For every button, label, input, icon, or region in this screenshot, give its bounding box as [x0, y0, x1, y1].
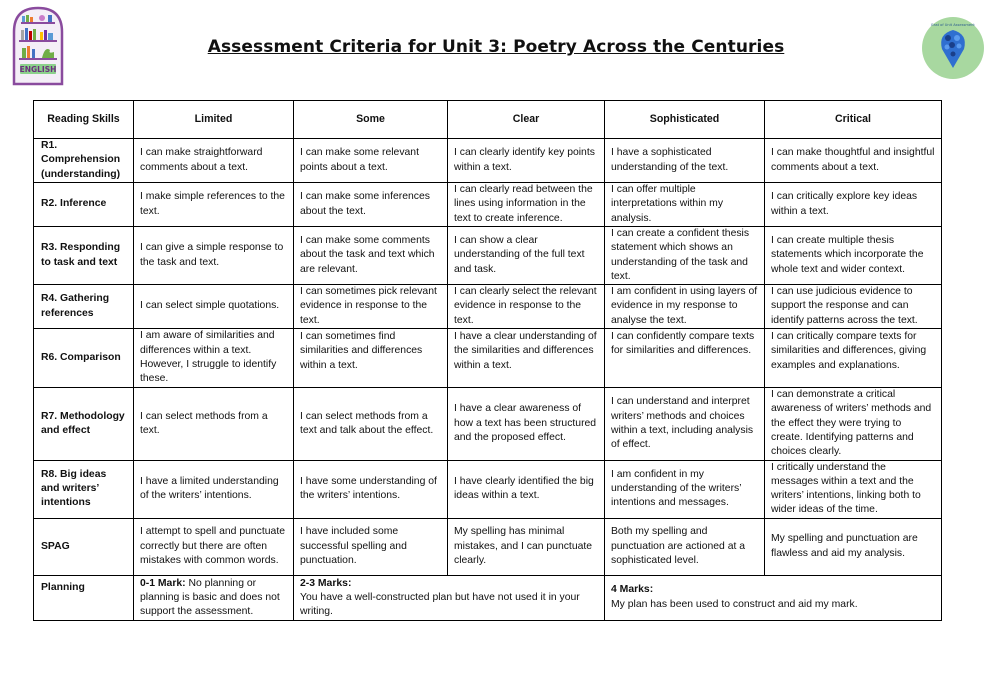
criteria-cell: I have a clear awareness of how a text has been structured and the proposed effect.	[448, 388, 605, 460]
skill-label: R1. Comprehension (understanding)	[34, 139, 134, 183]
criteria-cell: Both my spelling and punctuation are actioned at a sophisticated level.	[605, 518, 765, 575]
criteria-cell: I can critically explore key ideas within a text.	[765, 183, 942, 227]
criteria-cell: I critically understand the messages within a text and the writers’ intentions, linking both to wider ideas of the time.	[765, 460, 942, 518]
table-row	[34, 227, 942, 285]
skill-label: R7. Methodology and effect	[34, 388, 134, 460]
criteria-cell: I can create a confident thesis statement which shows an understanding of the task and text.	[605, 227, 765, 285]
criteria-cell: My spelling has minimal mistakes, and I can punctuate clearly.	[448, 518, 605, 575]
table-row	[34, 183, 942, 227]
criteria-cell: I can clearly read between the lines using information in the text to create inference.	[448, 183, 605, 227]
table-row	[34, 460, 942, 518]
page-title: Assessment Criteria for Unit 3: Poetry Across the Centuries	[207, 37, 785, 57]
criteria-cell: I am confident in using layers of evidence in my response to analyse the text.	[605, 285, 765, 329]
criteria-cell: I can make straightforward comments about a text.	[134, 139, 294, 183]
criteria-cell: I can make some inferences about the text.	[294, 183, 448, 227]
skill-label: SPAG	[34, 518, 134, 575]
criteria-cell: I am confident in my understanding of the writers’ intentions and messages.	[605, 460, 765, 518]
table-row	[34, 388, 942, 460]
criteria-cell: I can understand and interpret writers’ methods and choices within a text, including analysis of effect.	[605, 388, 765, 460]
skill-label: R6. Comparison	[34, 329, 134, 388]
criteria-cell: I can demonstrate a critical awareness of writers’ methods and the effect they were trying to create. Identifying patterns and choices clearly.	[765, 388, 942, 460]
criteria-cell: I can select simple quotations.	[134, 285, 294, 329]
planning-mark-3-label: 4 Marks:	[611, 584, 654, 596]
table-row	[34, 329, 942, 388]
criteria-cell: I have a sophisticated understanding of the text.	[605, 139, 765, 183]
criteria-cell: I have clearly identified the big ideas within a text.	[448, 460, 605, 518]
criteria-cell: I can confidently compare texts for similarities and differences.	[605, 329, 765, 388]
table-row	[34, 518, 942, 575]
table-row	[34, 139, 942, 183]
criteria-cell: I can make some relevant points about a text.	[294, 139, 448, 183]
planning-mark-1	[134, 575, 294, 620]
table-row	[34, 285, 942, 329]
criteria-cell: I can use judicious evidence to support the response and can identify patterns across the text.	[765, 285, 942, 329]
criteria-cell: I can critically compare texts for similarities and differences, giving examples and explanations.	[765, 329, 942, 388]
header-limited: Limited	[134, 101, 294, 139]
criteria-cell: I can show a clear understanding of the full text and task.	[448, 227, 605, 285]
header-clear: Clear	[448, 101, 605, 139]
header-critical: Critical	[765, 101, 942, 139]
criteria-cell: I can make thoughtful and insightful comments about a text.	[765, 139, 942, 183]
planning-mark-2	[294, 575, 605, 620]
criteria-cell: I make simple references to the text.	[134, 183, 294, 227]
criteria-cell: I attempt to spell and punctuate correctly but there are often mistakes with common words.	[134, 518, 294, 575]
criteria-cell: I can clearly select the relevant evidence in response to the text.	[448, 285, 605, 329]
criteria-cell: I can select methods from a text and talk about the effect.	[294, 388, 448, 460]
planning-row	[34, 575, 942, 620]
criteria-cell: I can give a simple response to the task and text.	[134, 227, 294, 285]
criteria-cell: I have a limited understanding of the writers’ intentions.	[134, 460, 294, 518]
criteria-cell: I can make some comments about the task and text which are relevant.	[294, 227, 448, 285]
criteria-cell: I can clearly identify key points within a text.	[448, 139, 605, 183]
logo-right-text: East of Unit Assessment	[931, 23, 975, 27]
criteria-cell: I am aware of similarities and differences within a text. However, I struggle to identify these.	[134, 329, 294, 388]
skill-label: R2. Inference	[34, 183, 134, 227]
criteria-cell: I have some understanding of the writers’ intentions.	[294, 460, 448, 518]
skill-label: R4. Gathering references	[34, 285, 134, 329]
assessment-criteria-table	[33, 100, 942, 621]
header-reading-skills: Reading Skills	[34, 101, 134, 139]
criteria-cell: I have a clear understanding of the similarities and differences within a text.	[448, 329, 605, 388]
criteria-cell: My spelling and punctuation are flawless and aid my analysis.	[765, 518, 942, 575]
criteria-cell: I can sometimes find similarities and differences within a text.	[294, 329, 448, 388]
header-some: Some	[294, 101, 448, 139]
criteria-cell: I have included some successful spelling and punctuation.	[294, 518, 448, 575]
planning-mark-2-label: 2-3 Marks:	[300, 577, 352, 589]
skill-label: R8. Big ideas and writers’ intentions	[34, 460, 134, 518]
planning-mark-1-text: No planning or planning is basic and does not support the assessment.	[140, 577, 280, 618]
criteria-cell: I can select methods from a text.	[134, 388, 294, 460]
planning-mark-2-text: You have a well-constructed plan but have not used it in your writing.	[300, 592, 580, 618]
header-sophisticated: Sophisticated	[605, 101, 765, 139]
skill-label: Planning	[34, 575, 134, 620]
criteria-cell: I can offer multiple interpretations within my analysis.	[605, 183, 765, 227]
logo-left-text: ENGLISH	[19, 65, 57, 74]
criteria-cell: I can create multiple thesis statements which incorporate the whole text and wider context.	[765, 227, 942, 285]
header-row	[34, 101, 942, 139]
skill-label: R3. Responding to task and text	[34, 227, 134, 285]
planning-mark-1-label: 0-1 Mark:	[140, 577, 186, 589]
planning-mark-3-text: My plan has been used to construct and aid my mark.	[611, 598, 858, 610]
planning-mark-3	[605, 575, 942, 620]
criteria-cell: I can sometimes pick relevant evidence in response to the text.	[294, 285, 448, 329]
